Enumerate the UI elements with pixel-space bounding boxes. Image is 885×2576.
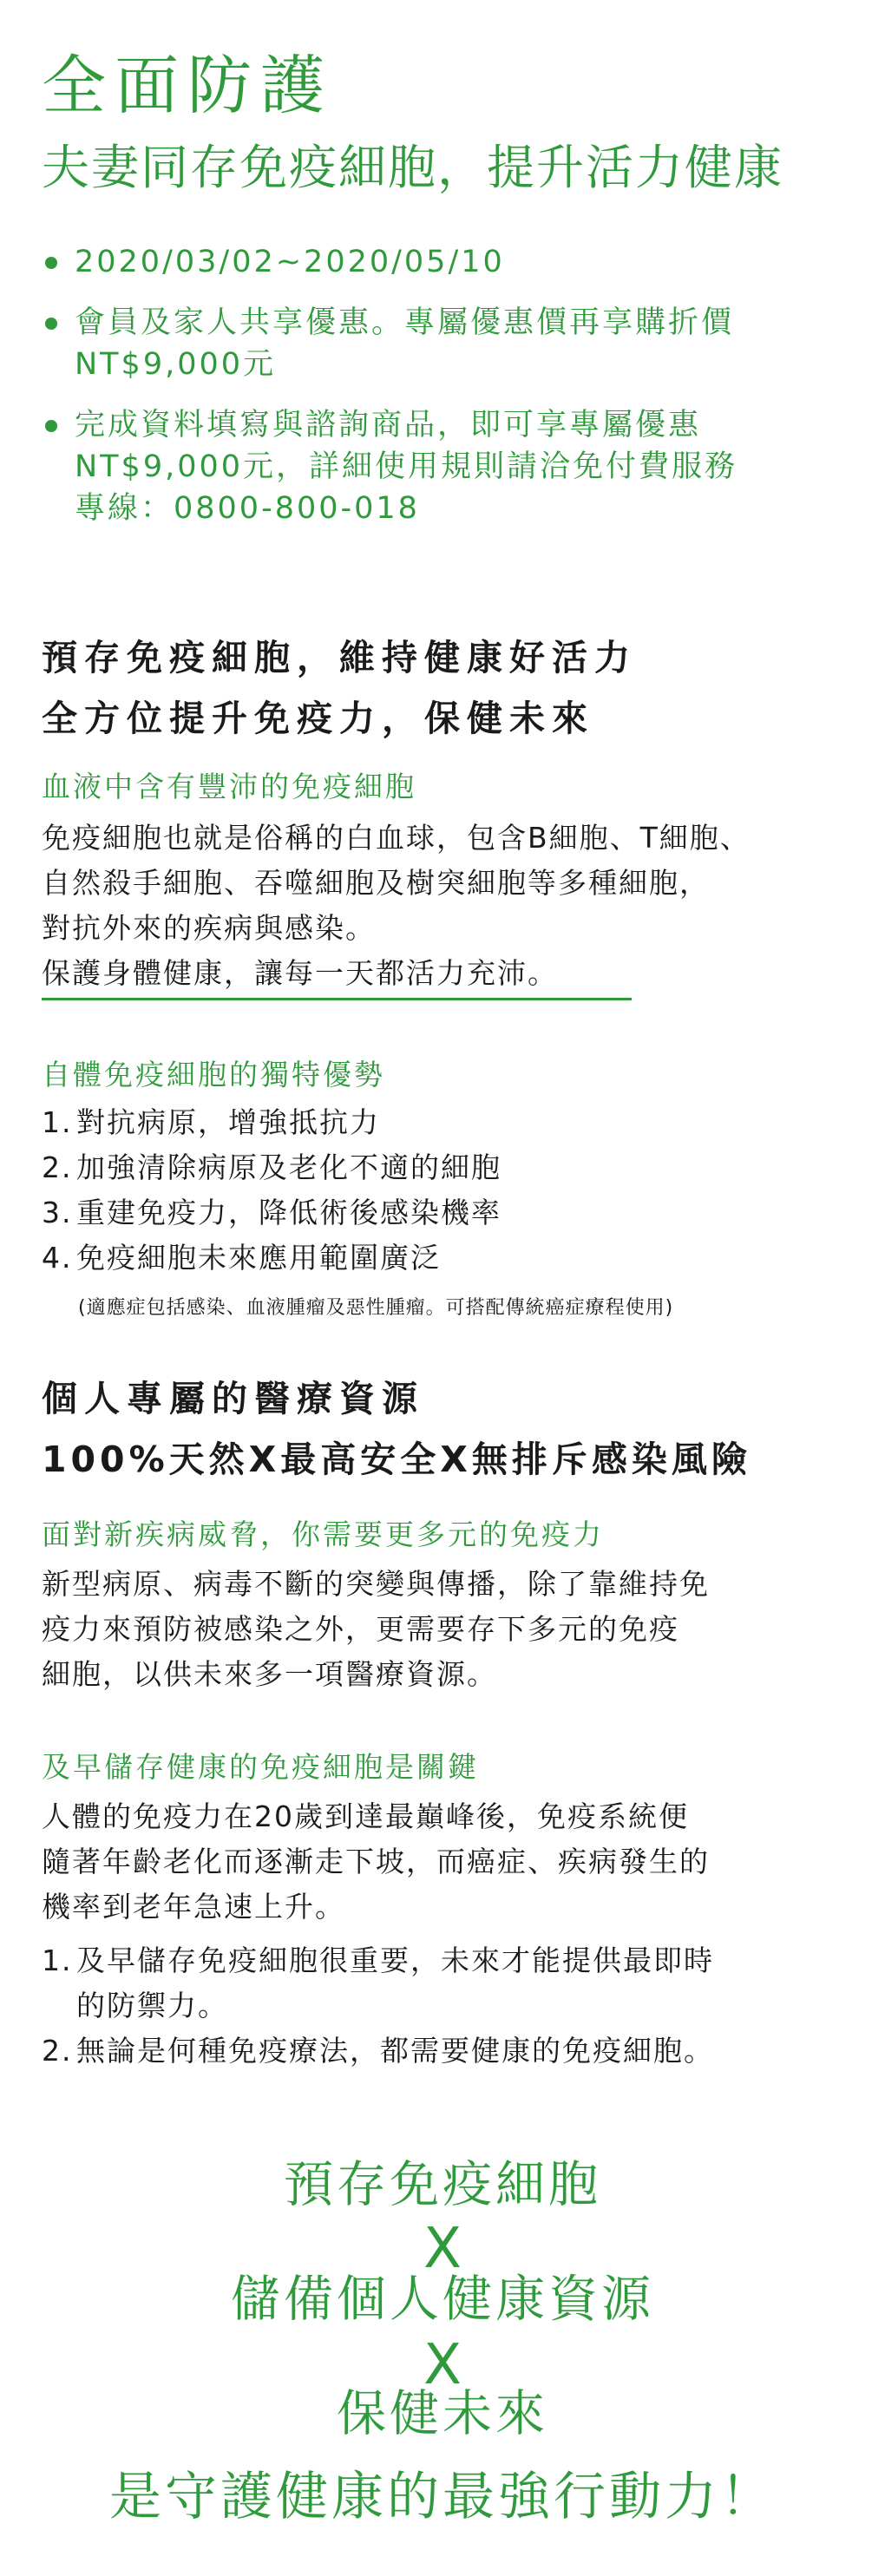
section2-block2-paragraph (42, 1794, 857, 1930)
list-item-number: 1. (42, 1943, 73, 1977)
slogan-x-2: X (423, 2333, 462, 2397)
paragraph-line: 對抗外來的疾病與感染。 (42, 911, 376, 945)
slogan-x-1: X (423, 2217, 462, 2281)
paragraph-line: 機率到老年急速上升。 (42, 1890, 345, 1924)
promo-date-text: 2020/03/02~2020/05/10 (75, 245, 505, 279)
bullet-dot-icon (45, 318, 57, 330)
paragraph-line: 隨著年齡老化而逐漸走下坡，而癌症、疾病發生的 (42, 1845, 710, 1878)
promo-bullet-consult-offer (42, 404, 866, 529)
promo-text-line: 會員及家人共享優惠。專屬優惠價再享購折價 (75, 305, 735, 340)
paragraph-line: 人體的免疫力在20歲到達最巔峰後，免疫系統便 (42, 1799, 689, 1833)
list-item-text: 加強清除病原及老化不適的細胞 (76, 1150, 502, 1184)
advantages-note: (適應症包括感染、血液腫瘤及惡性腫瘤。可搭配傳統癌症療程使用) (78, 1297, 674, 1319)
list-item (42, 1100, 866, 1145)
section1-block1-title: 血液中含有豐沛的免疫細胞 (42, 770, 416, 803)
section1-heading-line1: 預存免疫細胞，維持健康好活力 (42, 637, 637, 678)
list-item-text: 對抗病原，增強抵抗力 (76, 1105, 380, 1139)
closing-slogan (0, 2156, 885, 2560)
paragraph-line: 自然殺手細胞、吞噬細胞及樹突細胞等多種細胞， (42, 866, 710, 900)
advantages-list (42, 1100, 866, 1281)
paragraph-line: 免疫細胞也就是俗稱的白血球，包含B細胞、T細胞、 (42, 821, 751, 855)
section1-heading-line2: 全方位提升免疫力，保健未來 (42, 698, 594, 739)
promo-bullet-list (42, 241, 866, 548)
list-item-text: 的防禦力。 (76, 1989, 228, 2022)
list-item-text: 免疫細胞未來應用範圍廣泛 (76, 1241, 441, 1275)
section2-block2-title: 及早儲存健康的免疫細胞是關鍵 (42, 1750, 479, 1784)
list-item-number: 1. (42, 1105, 73, 1139)
list-item (42, 1145, 866, 1190)
list-item-text: 及早儲存免疫細胞很重要，未來才能提供最即時 (76, 1943, 714, 1977)
list-item (42, 1236, 866, 1281)
list-item (42, 2029, 875, 2074)
promo-bullet-member-offer (42, 302, 866, 385)
promo-bullet-date (42, 241, 866, 283)
promo-text-line: NT$9,000元，詳細使用規則請洽免付費服務 (75, 449, 738, 484)
promo-text-line: NT$9,000元 (75, 347, 277, 382)
list-item-text: 無論是何種免疫療法，都需要健康的免疫細胞。 (76, 2034, 714, 2068)
page-subtitle: 夫妻同存免疫細胞，提升活力健康 (42, 140, 784, 195)
slogan-line-3: 保健未來 (337, 2385, 548, 2442)
page-title: 全面防護 (42, 49, 333, 123)
section2-heading-line2: 100%天然X最高安全X無排斥感染風險 (42, 1439, 751, 1480)
paragraph-line: 新型病原、病毒不斷的突變與傳播，除了靠維持免 (42, 1567, 710, 1601)
list-item (42, 1938, 875, 2029)
slogan-line-1: 預存免疫細胞 (284, 2156, 601, 2213)
list-item (42, 1190, 866, 1236)
list-item-number: 2. (42, 1150, 73, 1184)
list-item-number: 2. (42, 2034, 73, 2068)
section1-block2-title: 自體免疫細胞的獨特優勢 (42, 1058, 385, 1091)
section2-block1-title: 面對新疾病威脅，你需要更多元的免疫力 (42, 1517, 604, 1551)
section2-heading-line1: 個人專屬的醫療資源 (42, 1378, 424, 1419)
promo-text-line: 完成資料填寫與諮詢商品，即可享專屬優惠 (75, 408, 702, 442)
paragraph-highlight-line: 保護身體健康，讓每一天都活力充沛。 (42, 956, 558, 990)
highlight-underline (42, 998, 632, 1000)
bullet-dot-icon (45, 420, 57, 432)
promo-hotline-text: 專線：0800-800-018 (75, 491, 420, 526)
section1-block1-paragraph (42, 816, 857, 996)
slogan-line-4: 是守護健康的最強行動力！ (109, 2467, 776, 2527)
list-item-number: 4. (42, 1241, 73, 1275)
bullet-dot-icon (45, 257, 57, 269)
list-item-number: 3. (42, 1196, 73, 1229)
section2-block1-paragraph (42, 1562, 857, 1697)
list-item-text: 重建免疫力，降低術後感染機率 (76, 1196, 502, 1229)
paragraph-line: 細胞，以供未來多一項醫療資源。 (42, 1657, 497, 1691)
paragraph-line: 疫力來預防被感染之外，更需要存下多元的免疫 (42, 1612, 679, 1646)
key-points-list (42, 1938, 875, 2074)
slogan-line-2: 儲備個人健康資源 (231, 2271, 654, 2328)
